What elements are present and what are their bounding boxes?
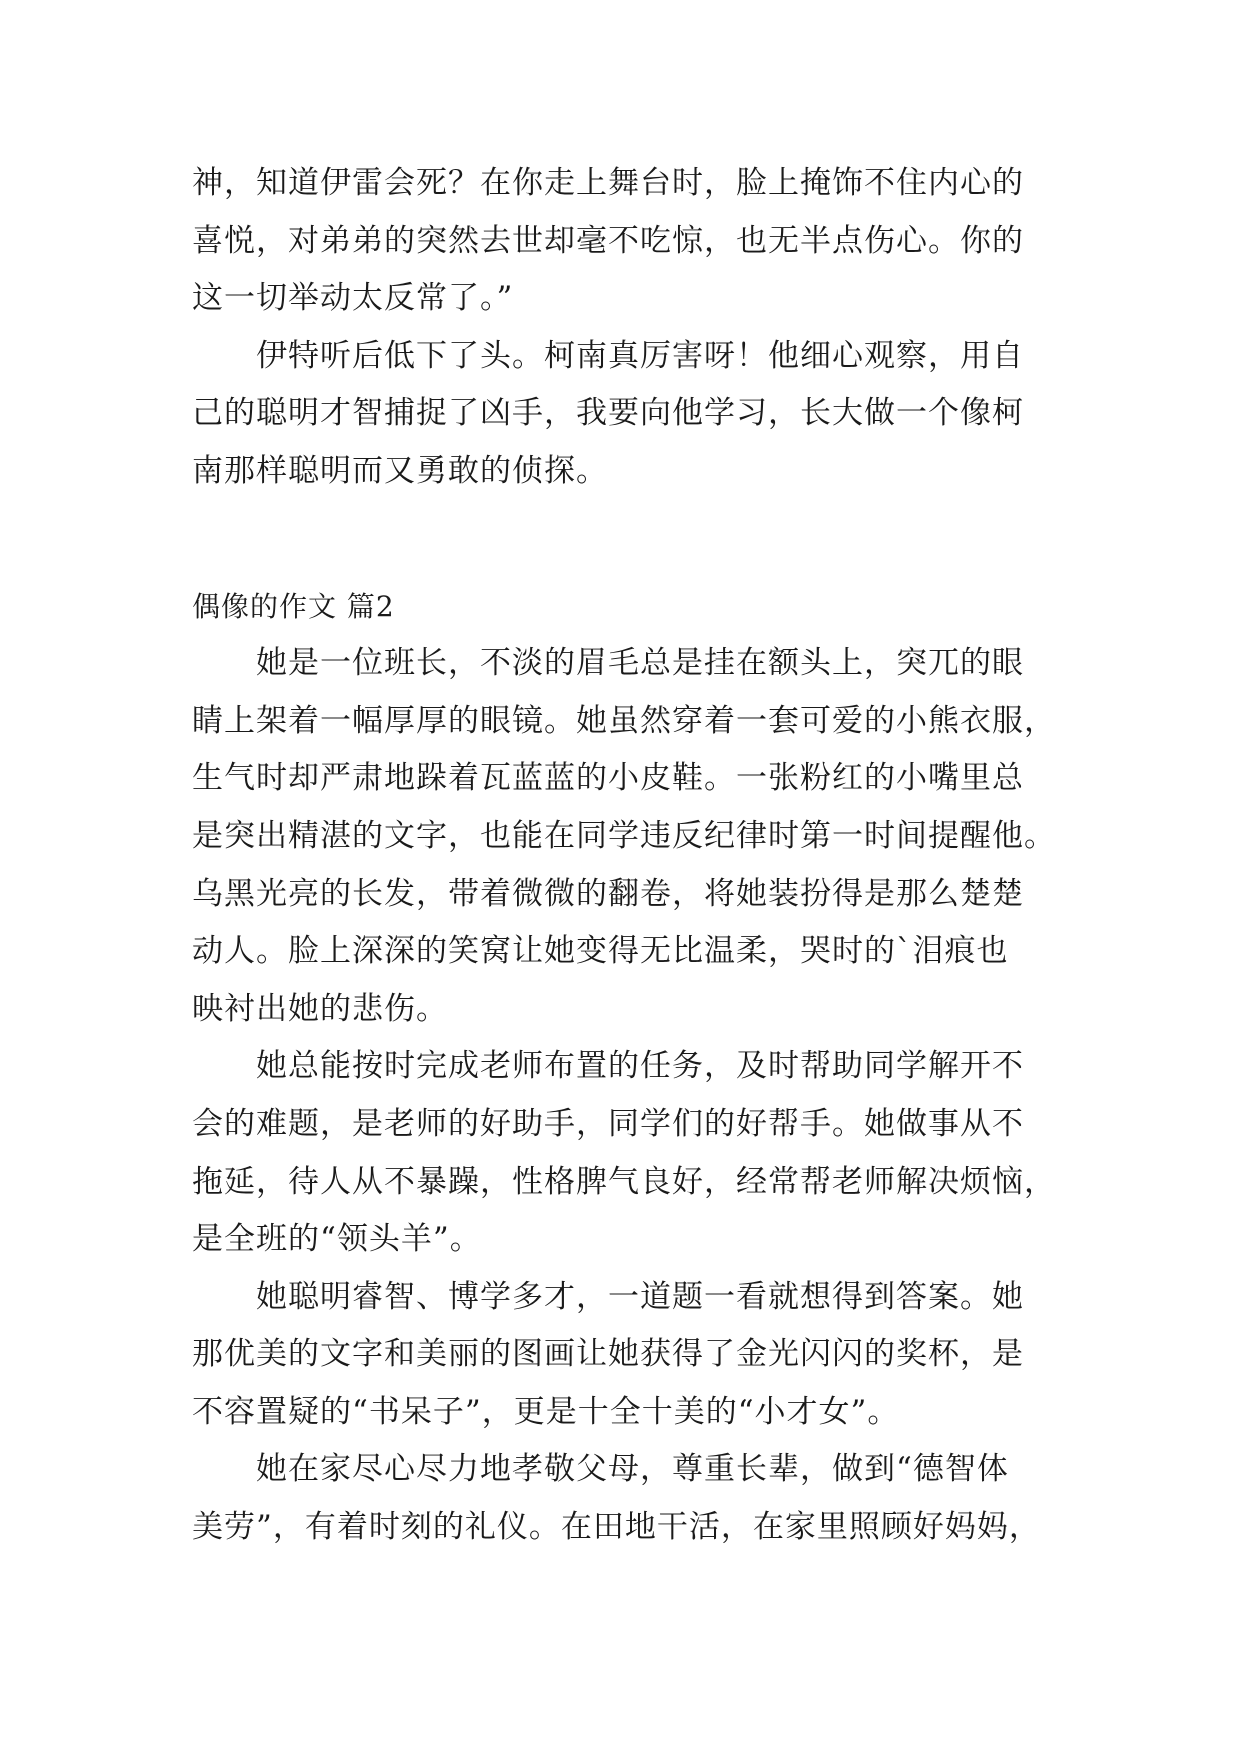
text-line: 这一切举动太反常了。” xyxy=(192,280,514,317)
paragraph xyxy=(192,1269,1052,1442)
text-line: 喜悦，对弟弟的突然去世却毫不吃惊，也无半点伤心。你的 xyxy=(192,222,1024,259)
paragraph xyxy=(192,635,1056,1038)
text-line: 是突出精湛的文字，也能在同学违反纪律时第一时间提醒他。 xyxy=(192,817,1056,854)
text-line: 动人。脸上深深的笑窝让她变得无比温柔，哭时的`泪痕也 xyxy=(192,933,1009,970)
text-line: 是全班的“领头羊”。 xyxy=(192,1221,482,1258)
text-line: 生气时却严肃地跺着瓦蓝蓝的小皮鞋。一张粉红的小嘴里总 xyxy=(192,760,1024,797)
paragraph-continued xyxy=(192,155,1052,328)
text-line: 睛上架着一幅厚厚的眼镜。她虽然穿着一套可爱的小熊衣服， xyxy=(192,702,1056,739)
text-line: 映衬出她的悲伤。 xyxy=(192,990,448,1027)
text-line: 她在家尽心尽力地孝敬父母，尊重长辈，做到“德智体 xyxy=(256,1451,1009,1488)
text-line: 南那样聪明而又勇敢的侦探。 xyxy=(192,452,608,489)
text-line: 拖延，待人从不暴躁，性格脾气良好，经常帮老师解决烦恼， xyxy=(192,1163,1056,1200)
paragraph xyxy=(192,328,1052,501)
text-line: 美劳”，有着时刻的礼仪。在田地干活，在家里照顾好妈妈， xyxy=(192,1509,1041,1546)
text-line: 乌黑光亮的长发，带着微微的翻卷，将她装扮得是那么楚楚 xyxy=(192,875,1024,912)
text-line: 己的聪明才智捕捉了凶手，我要向他学习，长大做一个像柯 xyxy=(192,395,1024,432)
text-line: 伊特听后低下了头。柯南真厉害呀！他细心观察，用自 xyxy=(256,337,1024,374)
paragraph xyxy=(192,1038,1056,1268)
section-gap xyxy=(192,501,1052,578)
text-line: 神，知道伊雷会死？在你走上舞台时，脸上掩饰不住内心的 xyxy=(192,165,1024,201)
text-line: 她是一位班长，不淡的眉毛总是挂在额头上，突兀的眼 xyxy=(256,645,1024,682)
text-line: 不容置疑的“书呆子”，更是十全十美的“小才女”。 xyxy=(192,1393,900,1430)
text-line: 那优美的文字和美丽的图画让她获得了金光闪闪的奖杯，是 xyxy=(192,1336,1024,1373)
section-heading: 偶像的作文 篇2 xyxy=(192,589,395,623)
text-line: 她聪明睿智、博学多才，一道题一看就想得到答案。她 xyxy=(256,1278,1024,1315)
text-line: 会的难题，是老师的好助手，同学们的好帮手。她做事从不 xyxy=(192,1105,1024,1142)
essay-text xyxy=(192,155,1056,1557)
paragraph xyxy=(192,1441,1052,1556)
text-line: 她总能按时完成老师布置的任务，及时帮助同学解开不 xyxy=(256,1048,1024,1085)
